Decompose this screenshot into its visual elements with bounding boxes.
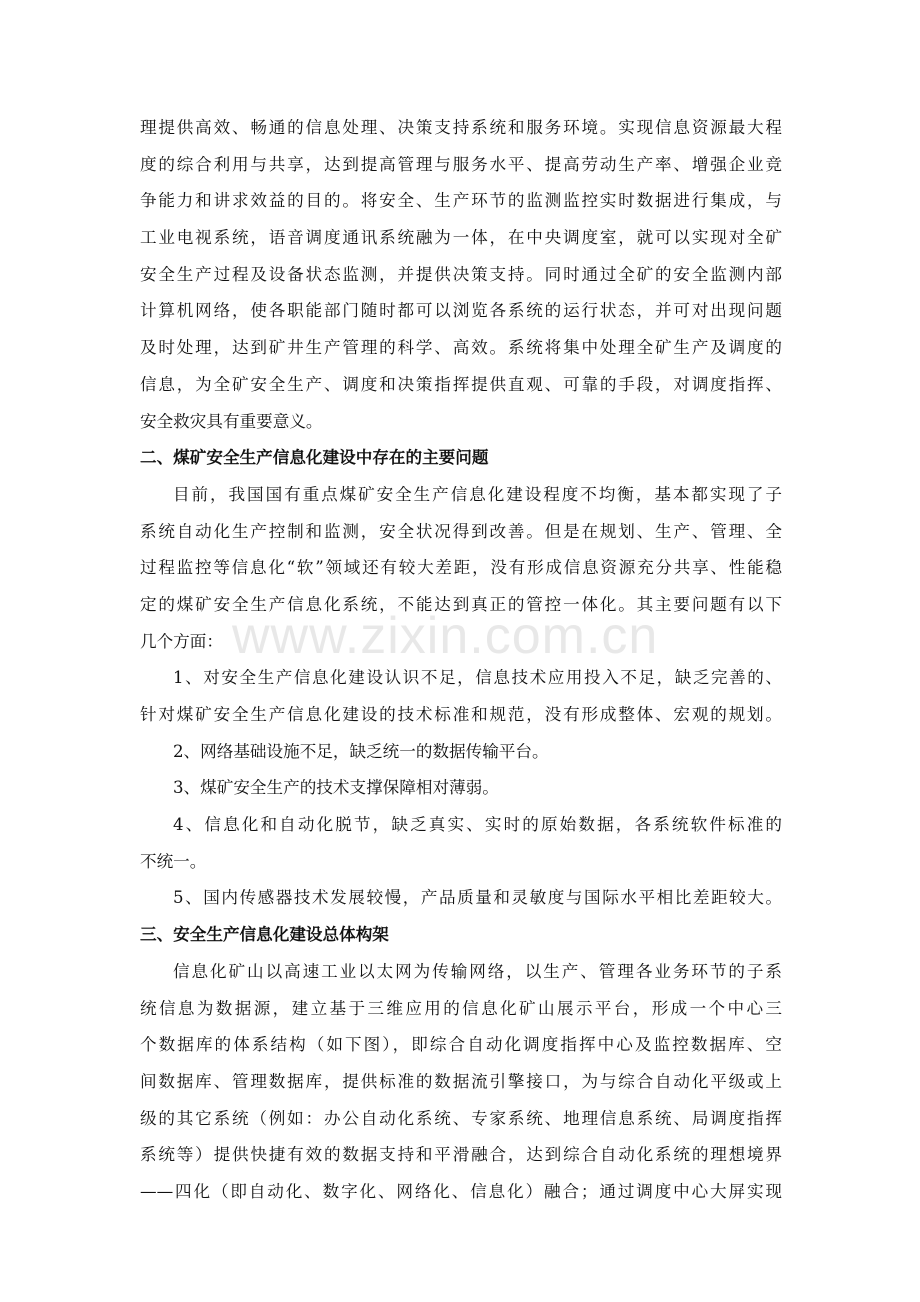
paragraph-line: 几个方面：	[140, 631, 223, 651]
paragraph-line: 个数据库的体系结构（如下图），即综合自动化调度指挥中心及监控数据库、空	[140, 1035, 782, 1055]
paragraph-line: 定的煤矿安全生产信息化系统，不能达到真正的管控一体化。其主要问题有以下	[140, 594, 782, 614]
paragraph-line: 系统等）提供快捷有效的数据支持和平滑融合，达到综合自动化系统的理想境界	[140, 1145, 782, 1165]
paragraph-line: 信息化矿山以高速工业以太网为传输网络，以生产、管理各业务环节的子系	[173, 961, 782, 981]
paragraph-line: 理提供高效、畅通的信息处理、决策支持系统和服务环境。实现信息资源最大程	[140, 118, 782, 137]
paragraph-line: 级的其它系统（例如：办公自动化系统、专家系统、地理信息系统、局调度指挥	[140, 1108, 782, 1128]
document-body	[140, 110, 782, 1211]
list-item: 5、国内传感器技术发展较慢，产品质量和灵敏度与国际水平相比差距较大。	[173, 888, 782, 908]
watermark: www.zixin.com.cn	[232, 607, 659, 665]
section-heading-3: 三、安全生产信息化建设总体构架	[140, 925, 389, 945]
list-item: 3、煤矿安全生产的技术支撑保障相对薄弱。	[173, 778, 499, 798]
paragraph-line: 过程监控等信息化“软”领域还有较大差距，没有形成信息资源充分共享、性能稳	[140, 558, 782, 578]
paragraph-line: 争能力和讲求效益的目的。将安全、生产环节的监测监控实时数据进行集成，与	[140, 191, 782, 211]
paragraph-line: 间数据库、管理数据库，提供标准的数据流引擎接口，为与综合自动化平级或上	[140, 1071, 782, 1091]
paragraph-line: 计算机网络，使各职能部门随时都可以浏览各系统的运行状态，并可对出现问题	[140, 301, 782, 321]
paragraph-line: 及时处理，达到矿井生产管理的科学、高效。系统将集中处理全矿生产及调度的	[140, 338, 782, 358]
list-item: 1、对安全生产信息化建设认识不足，信息技术应用投入不足，缺乏完善的、	[173, 668, 782, 688]
list-item-continuation: 不统一。	[140, 851, 207, 871]
paragraph-line: 目前，我国国有重点煤矿安全生产信息化建设程度不均衡，基本都实现了子	[173, 484, 782, 504]
paragraph-line: 安全生产过程及设备状态监测，并提供决策支持。同时通过全矿的安全监测内部	[140, 264, 782, 284]
paragraph-line: 工业电视系统，语音调度通讯系统融为一体，在中央调度室，就可以实现对全矿	[140, 228, 782, 248]
list-item-continuation: 针对煤矿安全生产信息化建设的技术标准和规范，没有形成整体、宏观的规划。	[140, 705, 782, 724]
section-heading-2: 二、煤矿安全生产信息化建设中存在的主要问题	[140, 448, 489, 468]
paragraph-line: 系统自动化生产控制和监测，安全状况得到改善。但是在规划、生产、管理、全	[140, 521, 782, 541]
paragraph-line: ——四化（即自动化、数字化、网络化、信息化）融合；通过调度中心大屏实现	[140, 1181, 782, 1201]
paragraph-line: 度的综合利用与共享，达到提高管理与服务水平、提高劳动生产率、增强企业竞	[140, 154, 782, 174]
paragraph-line: 安全救灾具有重要意义。	[140, 411, 323, 431]
paragraph-line: 统信息为数据源，建立基于三维应用的信息化矿山展示平台，形成一个中心三	[140, 998, 782, 1018]
paragraph-line: 信息，为全矿安全生产、调度和决策指挥提供直观、可靠的手段，对调度指挥、	[140, 374, 782, 394]
list-item: 2、网络基础设施不足，缺乏统一的数据传输平台。	[173, 741, 549, 761]
list-item: 4、信息化和自动化脱节，缺乏真实、实时的原始数据，各系统软件标准的	[173, 815, 782, 835]
